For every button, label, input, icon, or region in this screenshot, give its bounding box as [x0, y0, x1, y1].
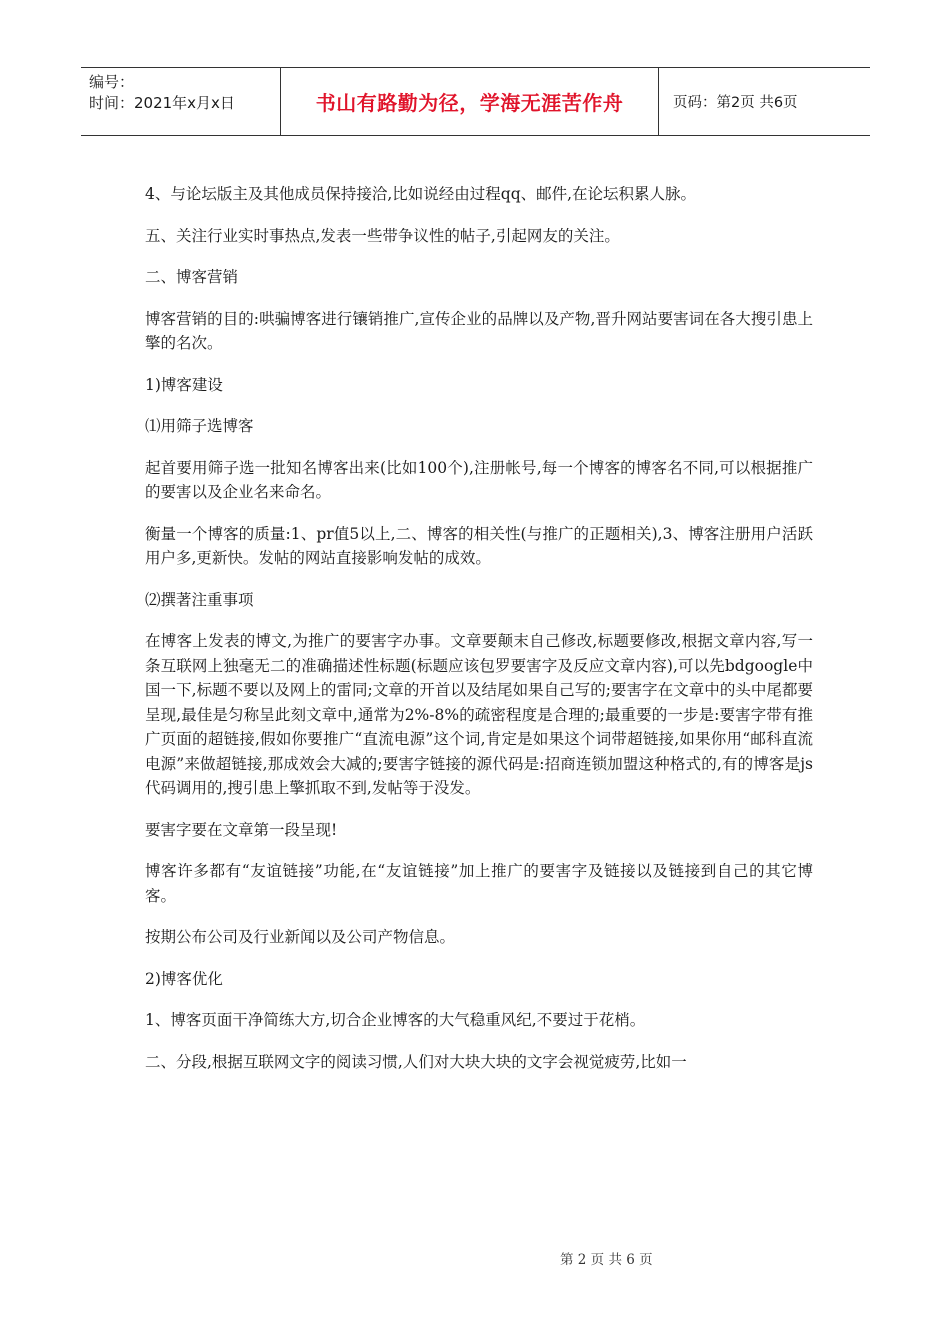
section-heading: 二、博客营销	[145, 268, 239, 286]
paragraph: 1、博客页面干净简练大方,切合企业博客的大气稳重风纪,不要过于花梢。	[145, 1011, 646, 1029]
paragraph: 博客营销的目的:哄骗博客进行镶销推广,宣传企业的品牌以及产物,晋升网站要害词在各大搜引患上擎的名次。	[145, 309, 813, 352]
paragraph: 按期公布公司及行业新闻以及公司产物信息。	[145, 928, 456, 946]
document-body	[145, 182, 813, 1091]
header-page-info: 页码：第2页 共6页	[673, 95, 798, 111]
subsection-heading: ⑵撰著注重事项	[145, 590, 254, 609]
paragraph: 在博客上发表的博文,为推广的要害字办事。文章要颠末自己修改,标题要修改,根据文章内容,写一条互联网上独毫无二的准确描述性标题(标题应该包罗要害字及反应文章内容),可以先bdgoogle中国一下,标题不要以及网上的雷同;文章的开首以及结尾如果自己写的;要害字在文章中的头中尾都要呈现,最佳是匀称呈此刻文章中,通常为2%-8%的疏密程度是合理的;最重要的一步是:要害字带有推广页面的超链接,假如你要推广“直流电源”这个词,肯定是如果这个词带超链接,如果你用“邮科直流电源”来做超链接,那成效会大减的;要害字链接的源代码是:招商连锁加盟这种格式的,有的博客是js代码调用的,搜引患上擎抓取不到,发帖等于没发。	[145, 632, 813, 797]
paragraph: 二、分段,根据互联网文字的阅读习惯,人们对大块大块的文字会视觉疲劳,比如一	[145, 1052, 687, 1071]
document-date: 时间：2021年x月x日	[89, 94, 235, 112]
paragraph: 起首要用筛子选一批知名博客出来(比如100个),注册帐号,每一个博客的博客名不同,可以根据推广的要害以及企业名来命名。	[145, 458, 813, 501]
paragraph: 衡量一个博客的质量:1、pr值5以上,二、博客的相关性(与推广的正题相关),3、博客注册用户活跃用户多,更新快。发帖的网站直接影响发帖的成效。	[145, 524, 813, 567]
document-number-label: 编号：	[89, 73, 135, 91]
subsection-heading: ⑴用筛子选博客	[145, 417, 254, 435]
subsection-heading: 1)博客建设	[145, 375, 223, 394]
paragraph: 博客许多都有“友谊链接”功能,在“友谊链接”加上推广的要害字及链接以及链接到自己的其它博客。	[145, 862, 813, 905]
page-header	[81, 67, 870, 136]
paragraph: 要害字要在文章第一段呈现!	[145, 820, 338, 839]
paragraph: 4、与论坛版主及其他成员保持接洽,比如说经由过程qq、邮件,在论坛积累人脉。	[145, 185, 697, 203]
page-footer: 第 2 页 共 6 页	[560, 1252, 653, 1268]
header-meta	[81, 68, 281, 135]
subsection-heading: 2)博客优化	[145, 969, 223, 988]
paragraph: 五、关注行业实时事热点,发表一些带争议性的帖子,引起网友的关注。	[145, 226, 620, 245]
header-motto: 书山有路勤为径，学海无涯苦作舟	[281, 68, 659, 135]
